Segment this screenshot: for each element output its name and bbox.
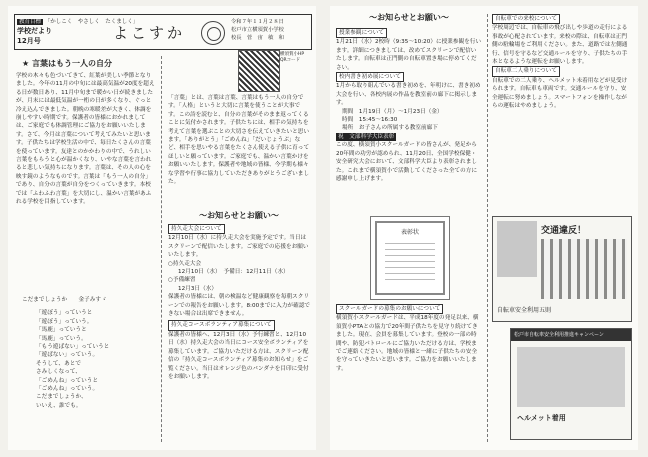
qr-code-icon [238,50,280,92]
newsletter-label: 学校だより [17,27,52,35]
publication-info: 令和７年１１月２８日 松戸市立横須賀小学校 校長 菅 宙 敏 和 [231,19,284,41]
article-body: 学校の木々も色づいてきて、紅葉が美しい季節となりました。今年の11月の中旬には最高気温が20度を超える日が数日あり、11月中旬まで暖かい日が続きましたが、月末には最低気温が一桁の日が多くなり、ぐっと冷え込んできました。朝晩の寒暖差が大きく、体調を崩しやすい時期です。保護者の皆様におかれましては、ご家庭でも体調管理にご協力をお願いいたします。さて、今月は言葉について考えてみたいと思います。子供たちは学校生活の中で、毎日たくさんの言葉を使っています。友達とのかかわりの中で、うれしい言葉をもらうと心が温かくなり、いやな言葉を言われると悲しい気持ちになります。言葉は、その人の心を映す鏡のようなものです。言葉は「もう一人の自分」であり、自分の言葉が自分をつくっていきます。本校では「ふわふわ言葉」を大切にし、温かい言葉があふれる学校を目指しています。 [16,73,155,206]
column-divider-right [487,14,488,442]
column-divider [161,56,162,442]
award-certificate-image: 表彰状 [370,216,450,300]
marathon-notice: 持久走大会について 12月10日（水）に持久走大会を実施予定です。当日はスクリーンで配信いたします。ご家庭での応援をお願いいたします。 ○持久走大会 12月10日（水） 予備日：12月11日（水） ○予備練習 12月3日（水） 保護者の皆様には、朝の検温など健康観察を毎朝スクリーンでの報告をお願いします。8:00までに入力が確認できない場合は出席できません。 持久走コースボランティア募集について 保護者の皆様へ、12月3日（水）予行練習と、12月10日（水）持久走大会の当日にコース安全ボランティアを募集しています。ご協力いただける方は、スクリーン配信の「持久走コースボランティア募集のお知らせ」をご覧ください。当日はオレンジ色のバンダナを目印に受付をお願いします。 [168,226,311,380]
traffic-safety-poster: 交通違反！ 自転車安全利用五則 [492,216,632,322]
article-continued: 「言葉」とは、言葉は言葉、言葉はもう一人の自分です。「人格」というと大切に言葉を使うことが大事です。この詩を読むと、自分の言葉がそのまま返ってくることに気付かされます。子供たちには、相手の気持ちを考えて言葉を選ぶことの大切さを伝えていきたいと思います。「ありがとう」「ごめんね」「だいじょうぶ」など、相手を思いやる言葉をたくさん使える子供に育ってほしいと願っています。ご家庭でも、温かい言葉かけをお願いいたします。保護者や地域の皆様、今学期も様々な学習や行事に協力していただきありがとうございました。 [168,95,310,186]
school-emblem-icon [201,21,225,45]
left-page [8,6,316,450]
issue-label: 12月号 [17,37,41,45]
newsletter-title: よこすか [113,24,186,42]
school-motto: 教育目標 「かしこく やさしく たくましく」 [19,19,139,25]
poem: こだまでしょうか 金子みすゞ 「遊ぼう」っていうと 「遊ぼう」っていう。 「馬鹿」っていうと 「馬鹿」っていう。 「もう遊ばない」っていうと 「遊ばない」っていう。 そうして、あとで さみしくなって、 「ごめんね」っていうと 「ごめんね」っていう。 こだまでしょうか、 いいえ、誰でも。 [22,297,110,409]
right-page [330,6,638,450]
volunteer-title: 持久走コースボランティア募集について [168,320,275,330]
notices-left-column: 授業参観について 1月21日（水）2校時（9:35～10:20）に授業参観を行います。詳細につきましては、改めてスクリーンで配信いたします。自転車は正門側の自転車置き場に停めてください。 校内書き初め展について 1月から取り組んでいる書き初めを、年明けに、書き初め大会を行い、各校内展の作品を教室前の廊下に掲示します。 期間 1月19日（月）～1月23日（金） 時間 15:45～16:30 場所 お子さんの所属する教室前廊下 祝 文部科学大臣表彰 この度、横須賀小スクールガードの皆さんが、発足から20年間の功労が認められ、11月20日、全国学校保健・安全研究大会において、文部科学大臣より表彰されました。これまで横須賀小で活動してくださった全ての方に感謝申し上げます。 [336,30,482,182]
newsletter-header [14,14,312,50]
news-heading: ～お知らせとお願い～ [199,211,279,220]
qr-caption: 横須賀小HP QRコード [280,52,305,63]
news-heading-right: ～お知らせとお願い～ [369,13,449,22]
school-guard-notice: スクールガードの募集のお願いについて 横須賀小スクールガードは、平成18年度の発足以来、横須賀小PTAとの協力で20年間子供たちを見守り続けてきました。現在、会員を募集しています。登校の一部の時間や、防犯パトロールにご協力いただける方は、学校までご連絡ください。地域の皆様と一緒に子供たちの安全を守っていきたいと思います。ご協力をお願いいたします。 [336,306,479,372]
article-heading: ★ 言葉はもう一人の自分 [22,59,112,68]
marathon-title: 持久走大会について [168,224,225,234]
bicycle-campaign-poster: 松戸市自転車安全利用推進キャンペーン ヘルメット着用 [510,328,632,440]
notices-right-column: 自転車での来校について 学校周辺では、自転車の飛び出しや歩道の走行による事故が心配されています。来校の際は、自転車は正門側の駐輪場をご利用ください。また、道路では左側通行、信号を守るなど交通ルールを守り、子供たちの手本となるような運転をお願いします。 自転車二人乗りについて 自転車での二人乗り、ヘルメット未着用などが見受けられます。自転車も車両です。交通ルールを守り、安全運転に努めましょう。スマートフォンを操作しながらの運転はやめましょう。 [492,16,628,110]
